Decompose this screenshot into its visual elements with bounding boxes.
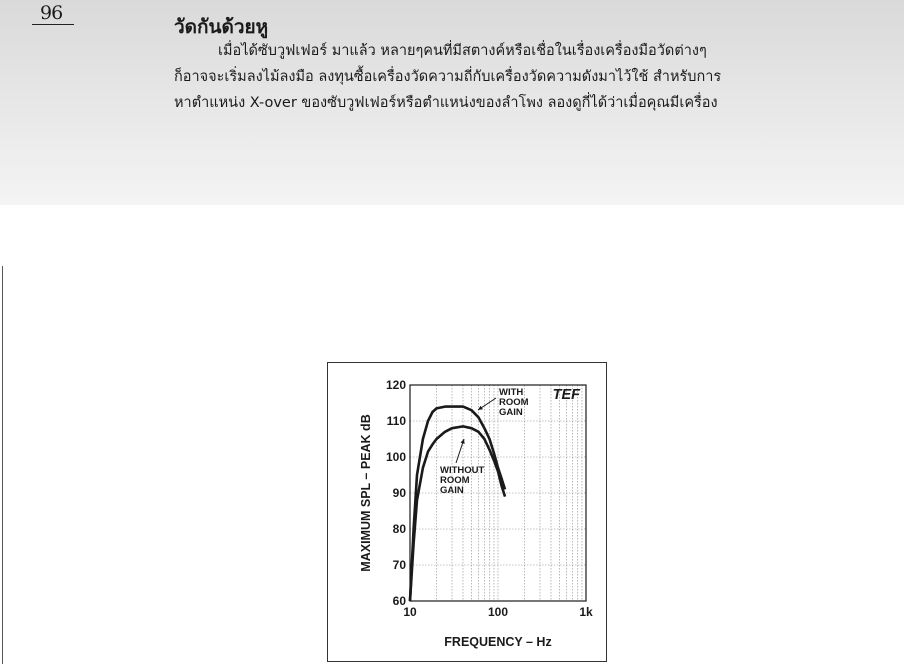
label-without-room-gain: GAIN — [440, 485, 464, 496]
y-tick-label: 80 — [392, 522, 406, 536]
x-tick-label: 1k — [579, 605, 593, 619]
page-margin-rule — [2, 266, 3, 664]
y-tick-label: 90 — [392, 486, 406, 500]
y-tick-label: 60 — [392, 594, 406, 608]
label-without-room-gain: ROOM — [440, 475, 470, 486]
label-with-room-gain: ROOM — [499, 397, 529, 408]
chart-frame — [327, 362, 607, 662]
y-tick-label: 100 — [385, 450, 406, 464]
page-number-underline — [32, 24, 74, 25]
y-tick-label: 120 — [385, 378, 406, 392]
series-line-without-room-gain — [410, 426, 505, 601]
label-with-room-gain: WITH — [499, 387, 524, 398]
section-heading: วัดกันด้วยหู — [174, 16, 269, 38]
label-with-room-gain: GAIN — [499, 407, 523, 418]
chart-badge-tef: TEF — [552, 387, 580, 403]
label-without-room-gain: WITHOUT — [440, 465, 485, 476]
annotation-arrowhead — [461, 439, 465, 444]
x-tick-label: 10 — [403, 605, 417, 619]
y-tick-label: 110 — [386, 414, 406, 428]
paragraph-line: หาตำแหน่ง X-over ของซับวูฟเฟอร์หรือตำแหน่งของลำโพง ลองดูกี่ได้ว่าเมื่อคุณมีเครื่อง — [174, 95, 718, 111]
y-tick-label: 70 — [392, 558, 406, 572]
x-axis-label: FREQUENCY – Hz — [444, 635, 552, 649]
page-number: 96 — [40, 2, 63, 24]
x-tick-label: 100 — [487, 605, 509, 619]
y-axis-label: MAXIMUM SPL – PEAK dB — [359, 414, 373, 572]
series-line-with-room-gain — [410, 407, 505, 601]
paragraph-line: ก็อาจจะเริ่มลงไม้ลงมือ ลงทุนซื้อเครื่องวัดความถี่กับเครื่องวัดความดังมาไว้ใช้ สำหรับการ — [174, 69, 722, 85]
body-paragraph — [174, 38, 774, 116]
paragraph-line: เมื่อได้ซับวูฟเฟอร์ มาแล้ว หลายๆคนที่มีสตางค์หรือเชื่อในเรื่องเครื่องมือวัดต่างๆ — [218, 43, 707, 59]
spl-chart — [328, 363, 606, 661]
